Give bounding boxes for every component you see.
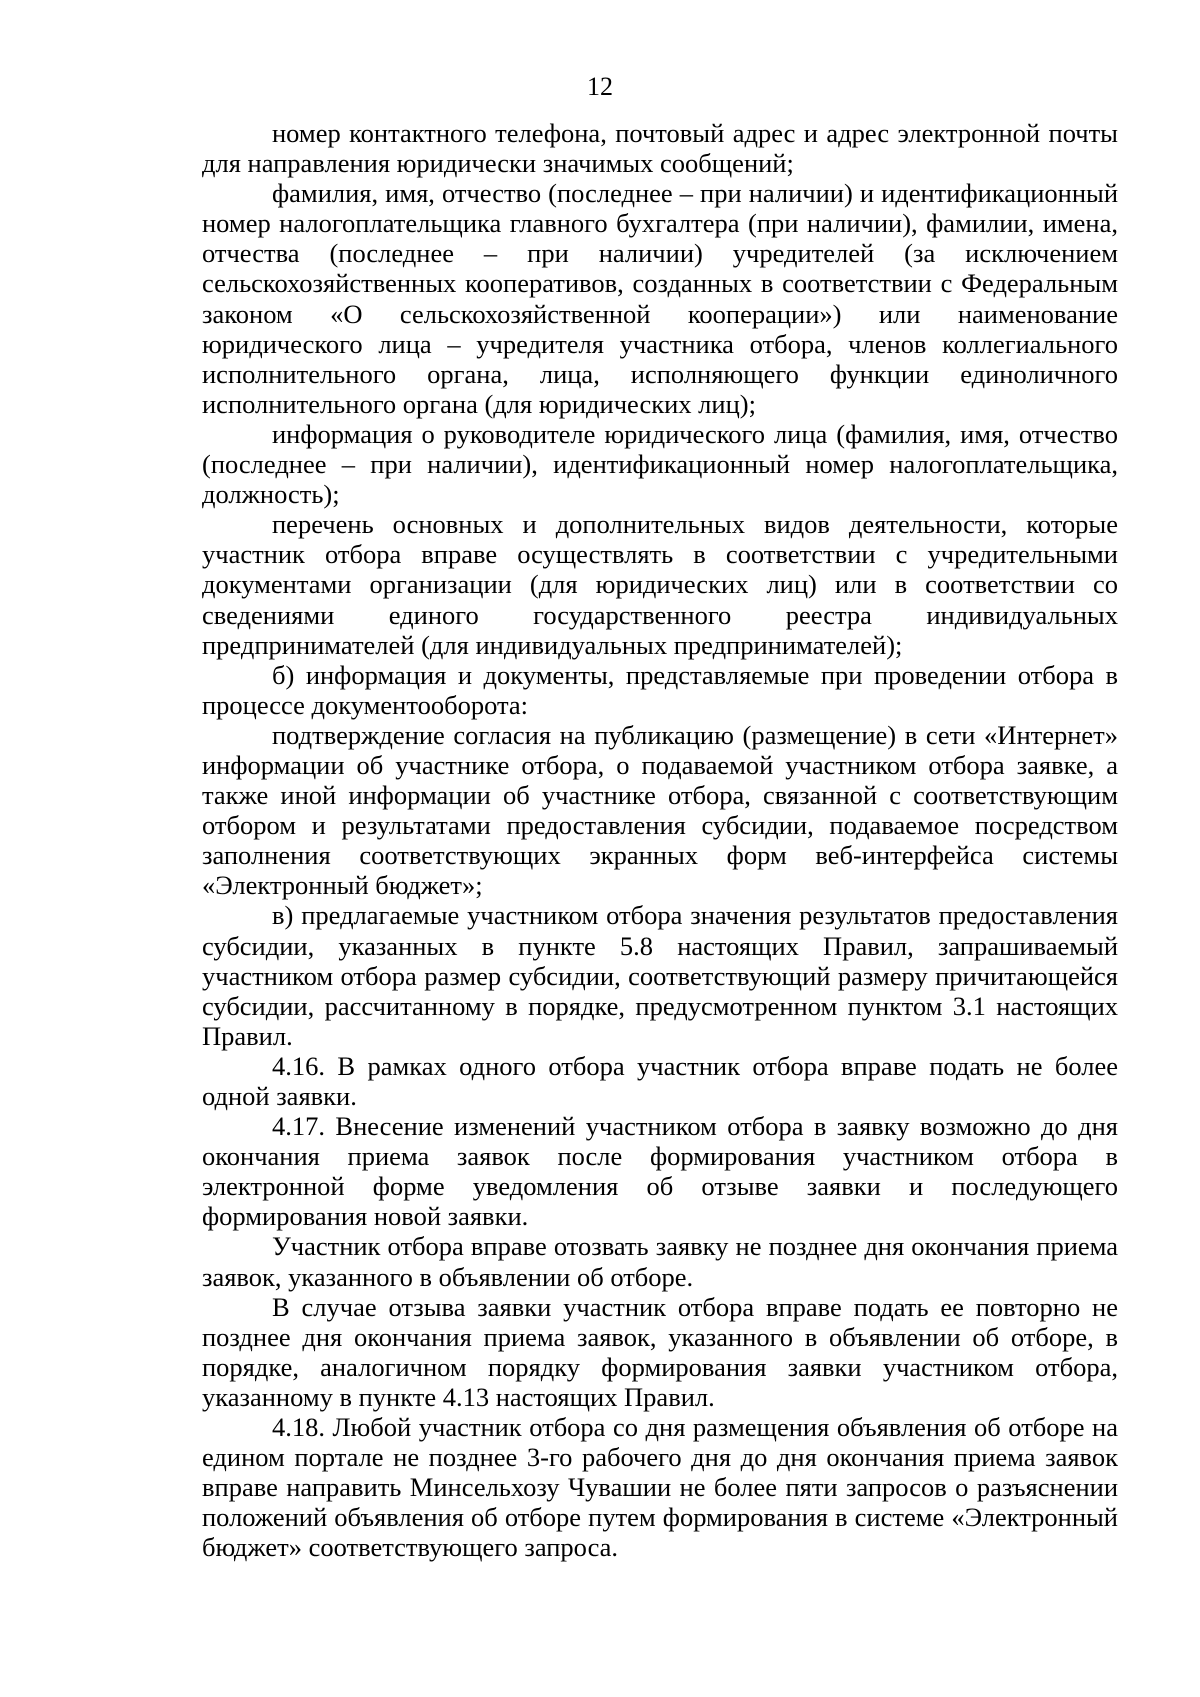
paragraph-4-16: 4.16. В рамках одного отбора участник отбора вправе подать не более одной заявки. [202, 1050, 1118, 1111]
paragraph-withdraw-application: Участник отбора вправе отозвать заявку не позднее дня окончания приема заявок, указанного в объявлении об отборе. [202, 1231, 1118, 1292]
page-number: 12 [587, 72, 613, 101]
paragraph-contact-info: номер контактного телефона, почтовый адрес и адрес электронной почты для направления юридически значимых сообщений; [202, 118, 1118, 179]
paragraph-activities-list: перечень основных и дополнительных видов деятельности, которые участник отбора вправе осуществлять в соответствии с учредительными документами организации (для юридических лиц) или в соответствии со сведениями единого государственного реестра индивидуальных предпринимателей (для индивидуальных предпринимателей); [202, 509, 1118, 660]
paragraph-resubmit-application: В случае отзыва заявки участник отбора вправе подать ее повторно не позднее дня окончания приема заявок, указанного в объявлении об отборе, в порядке, аналогичном порядку формирования заявки участником отбора, указанному в пункте 4.13 настоящих Правил. [202, 1291, 1118, 1412]
document-body [202, 118, 1118, 1563]
paragraph-4-18: 4.18. Любой участник отбора со дня размещения объявления об отборе на едином портале не позднее 3-го рабочего дня до дня окончания приема заявок вправе направить Минсельхозу Чувашии не более пяти запросов о разъяснении положений объявления об отборе путем формирования в системе «Электронный бюджет» соответствующего запроса. [202, 1412, 1118, 1563]
paragraph-4-17: 4.17. Внесение изменений участником отбора в заявку возможно до дня окончания приема заявок после формирования участником отбора в электронной форме уведомления об отзыве заявки и последующего формирования новой заявки. [202, 1111, 1118, 1232]
paragraph-founders-info: фамилия, имя, отчество (последнее – при наличии) и идентификационный номер налогоплательщика главного бухгалтера (при наличии), фамилии, имена, отчества (последнее – при наличии) учредителей (за исключением сельскохозяйственных кооперативов, созданных в соответствии с Федеральным законом «О сельскохозяйственной кооперации») или наименование юридического лица – учредителя участника отбора, членов коллегиального исполнительного органа, лица, исполняющего функции единоличного исполнительного органа (для юридических лиц); [202, 178, 1118, 419]
paragraph-item-v: в) предлагаемые участником отбора значения результатов предоставления субсидии, указанных в пункте 5.8 настоящих Правил, запрашиваемый участником отбора размер субсидии, соответствующий размеру причитающейся субсидии, рассчитанному в порядке, предусмотренном пунктом 3.1 настоящих Правил. [202, 900, 1118, 1051]
paragraph-item-b: б) информация и документы, представляемые при проведении отбора в процессе документооборота: [202, 659, 1118, 720]
paragraph-head-info: информация о руководителе юридического лица (фамилия, имя, отчество (последнее – при наличии), идентификационный номер налогоплательщика, должность); [202, 418, 1118, 510]
paragraph-publication-consent: подтверждение согласия на публикацию (размещение) в сети «Интернет» информации об участнике отбора, о подаваемой участником отбора заявке, а также иной информации об участнике отбора, связанной с соответствующим отбором и результатами предоставления субсидии, подаваемое посредством заполнения соответствующих экранных форм веб-интерфейса системы «Электронный бюджет»; [202, 719, 1118, 901]
